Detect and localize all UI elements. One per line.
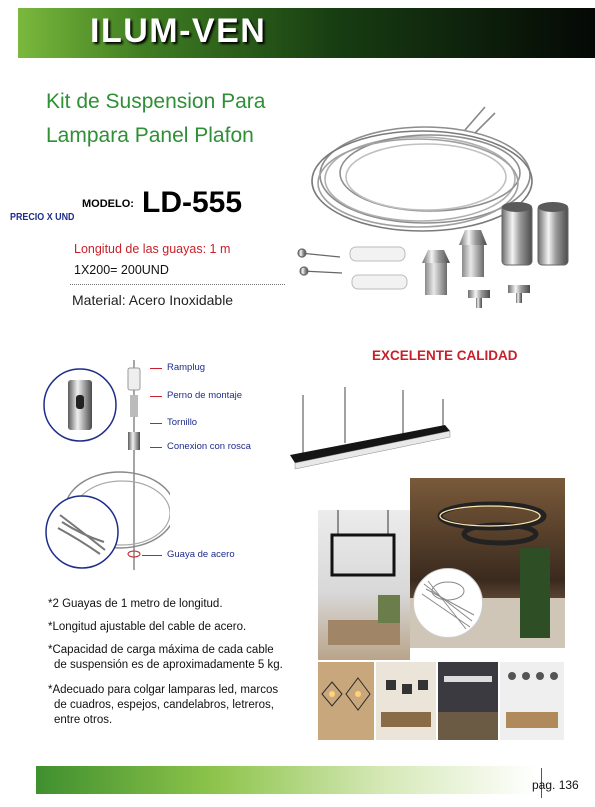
part-label-ramplug: Ramplug <box>167 362 206 373</box>
feature-item: *Capacidad de carga máxima de cada cable <box>48 644 274 656</box>
room-photo-square-lamp <box>318 510 410 660</box>
spec-divider <box>70 284 285 285</box>
photo-spotlights <box>500 662 564 740</box>
model-label: MODELO: <box>82 198 134 210</box>
photo-dining-pendants <box>376 662 436 740</box>
part-label-mounting-bolt: Perno de montaje <box>167 390 242 401</box>
photo-kitchen-lamp <box>438 662 498 740</box>
product-kit-image <box>290 95 590 320</box>
quantity-spec: 1X200= 200UND <box>74 263 169 277</box>
leader-line <box>150 368 162 369</box>
page-number: pag. 136 <box>532 778 579 792</box>
footer-bar <box>36 766 536 794</box>
pendant-linear-lamp-image <box>285 385 455 470</box>
product-title-line1: Kit de Suspension Para <box>46 90 266 113</box>
leader-line <box>150 396 162 397</box>
feature-item: de cuadros, espejos, candelabros, letreros, <box>54 699 274 711</box>
feature-item: de suspensión es de aproximadamente 5 kg. <box>54 659 283 671</box>
part-label-screw: Tornillo <box>167 417 198 428</box>
material-spec: Material: Acero Inoxidable <box>72 292 234 308</box>
feature-item: *2 Guayas de 1 metro de longitud. <box>48 598 223 610</box>
feature-item: *Adecuado para colgar lamparas led, marcos <box>48 684 279 696</box>
quality-badge: EXCELENTE CALIDAD <box>372 348 518 363</box>
photo-cage-pendants <box>318 662 374 740</box>
leader-line <box>150 447 162 448</box>
product-title-line2: Lampara Panel Plafon <box>46 124 254 147</box>
brand-name: ILUM-VEN <box>90 12 267 50</box>
leader-line <box>142 555 162 556</box>
leader-line <box>150 423 162 424</box>
feature-item: entre otros. <box>54 714 113 726</box>
feature-item: *Longitud ajustable del cable de acero. <box>48 621 247 633</box>
price-per-unit-label: PRECIO X UND <box>10 211 75 223</box>
model-code: LD-555 <box>142 186 243 219</box>
installation-diagram <box>30 350 170 580</box>
part-label-steel-cable: Guaya de acero <box>167 549 235 560</box>
cable-kit-detail-photo <box>413 568 483 638</box>
cable-length-spec: Longitud de las guayas: 1 m <box>74 242 231 256</box>
part-label-threaded-connection: Conexion con rosca <box>167 441 251 452</box>
